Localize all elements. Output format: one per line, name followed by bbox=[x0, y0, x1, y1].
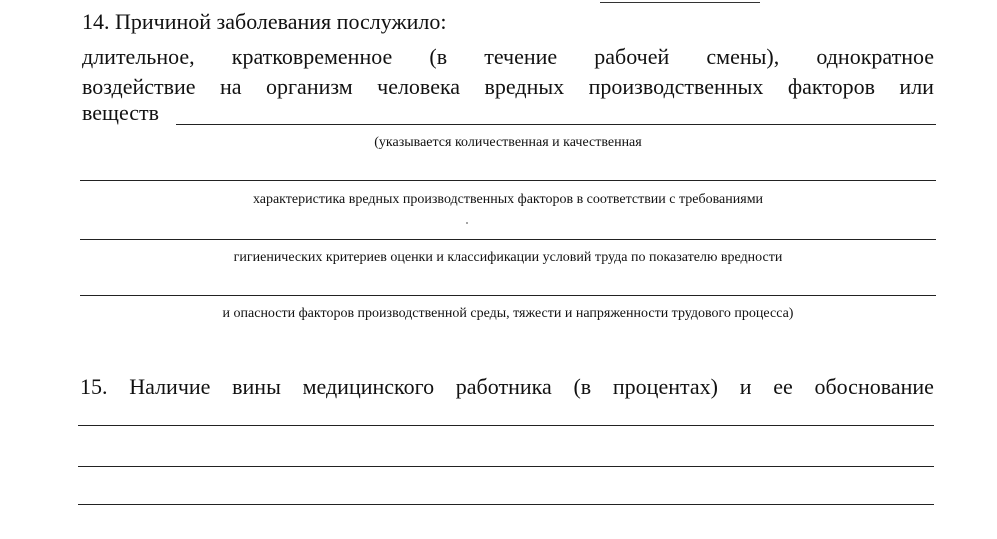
word: рабочей bbox=[594, 44, 670, 69]
section-14-line-1 bbox=[82, 43, 934, 70]
word: вины bbox=[232, 374, 281, 399]
fill-line-3[interactable] bbox=[80, 239, 936, 240]
section-14-line-2 bbox=[82, 73, 934, 100]
caption-2: характеристика вредных производственных факторов в соответствии с требованиями bbox=[252, 192, 764, 207]
word: длительное, bbox=[82, 44, 195, 69]
word: кратковременное bbox=[231, 44, 393, 69]
substances-label: веществ bbox=[82, 100, 160, 125]
word: или bbox=[899, 74, 934, 99]
word: факторов bbox=[787, 74, 875, 99]
word: (в bbox=[429, 44, 448, 69]
word: вредных bbox=[484, 74, 565, 99]
word: воздействие bbox=[82, 74, 196, 99]
word: (в bbox=[573, 374, 592, 399]
fill-line-6[interactable] bbox=[78, 466, 934, 467]
fill-line-1[interactable] bbox=[176, 124, 936, 125]
word: смены), bbox=[706, 44, 780, 69]
fill-line-5[interactable] bbox=[78, 425, 934, 426]
caption-3: гигиенических критериев оценки и классификации условий труда по показателю вредности bbox=[233, 250, 783, 265]
word: медицинского bbox=[302, 374, 435, 399]
caption-1: (указывается количественная и качественная bbox=[374, 135, 642, 150]
section-14-heading: 14. Причиной заболевания послужило: bbox=[82, 9, 447, 34]
word: ее bbox=[773, 374, 793, 399]
word: работника bbox=[455, 374, 552, 399]
top-cropped-rule bbox=[600, 0, 760, 3]
word: процентах) bbox=[612, 374, 718, 399]
word: обоснование bbox=[814, 374, 934, 399]
fill-line-7[interactable] bbox=[78, 504, 934, 505]
scan-speck bbox=[466, 222, 468, 224]
word: организм bbox=[266, 74, 353, 99]
word: и bbox=[739, 374, 752, 399]
word: на bbox=[220, 74, 242, 99]
caption-4: и опасности факторов производственной среды, тяжести и напряженности трудового процесса) bbox=[222, 306, 794, 321]
word: течение bbox=[484, 44, 558, 69]
section-15-heading bbox=[80, 373, 934, 400]
word: человека bbox=[377, 74, 461, 99]
word: производственных bbox=[588, 74, 764, 99]
word: 15. bbox=[80, 374, 108, 399]
fill-line-2[interactable] bbox=[80, 180, 936, 181]
word: однократное bbox=[816, 44, 934, 69]
word: Наличие bbox=[129, 374, 211, 399]
fill-line-4[interactable] bbox=[80, 295, 936, 296]
